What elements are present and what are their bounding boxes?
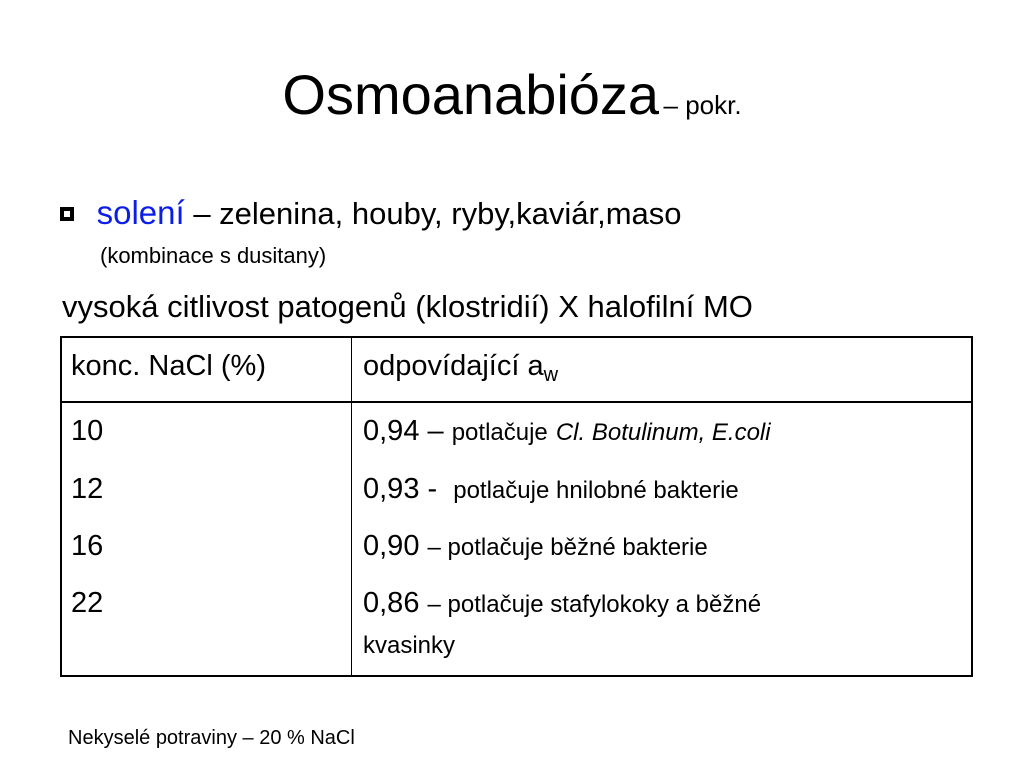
bullet-salting: [60, 194, 682, 232]
aw-description-continued: kvasinky: [363, 632, 456, 659]
footnote: Nekyselé potraviny – 20 % NaCl: [68, 727, 355, 749]
conc-cell: 16: [71, 530, 104, 562]
sensitivity-line: vysoká citlivost patogenů (klostridií) X halofilní MO: [62, 289, 753, 324]
nacl-table: [60, 336, 973, 677]
aw-cell: [363, 587, 761, 620]
aw-description: potlačuje: [451, 419, 548, 446]
aw-value: 0,93 -: [363, 473, 438, 505]
header-concentration: konc. NaCl (%): [71, 350, 266, 382]
bullet-keyword: solení: [96, 194, 185, 231]
aw-cell: [363, 530, 708, 563]
title-main: Osmoanabióza: [282, 63, 660, 126]
square-bullet-icon: [60, 207, 74, 221]
aw-description: – potlačuje stafylokoky a běžné: [427, 591, 762, 618]
aw-description: – potlačuje běžné bakterie: [427, 534, 708, 561]
aw-description: potlačuje hnilobné bakterie: [453, 477, 739, 504]
conc-cell: 10: [71, 415, 104, 447]
aw-value: 0,94 –: [363, 415, 444, 447]
table-column-divider: [351, 338, 352, 675]
header-water-activity: [363, 350, 558, 387]
title-suffix: – pokr.: [663, 90, 742, 120]
header-aw-main: odpovídající a: [363, 350, 544, 382]
bullet-text: – zelenina, houby, ryby,kaviár,maso: [193, 196, 682, 231]
aw-cell: [363, 473, 739, 506]
aw-value: 0,86: [363, 587, 420, 619]
aw-value: 0,90: [363, 530, 420, 562]
conc-cell: 12: [71, 473, 104, 505]
slide-title: [0, 62, 1024, 127]
table-header-divider: [62, 401, 971, 403]
conc-cell: 22: [71, 587, 104, 619]
bullet-subtext: (kombinace s dusitany): [100, 243, 327, 268]
header-aw-subscript: w: [543, 364, 559, 386]
aw-cell: [363, 415, 771, 448]
aw-description-species: Cl. Botulinum, E.coli: [555, 419, 771, 446]
